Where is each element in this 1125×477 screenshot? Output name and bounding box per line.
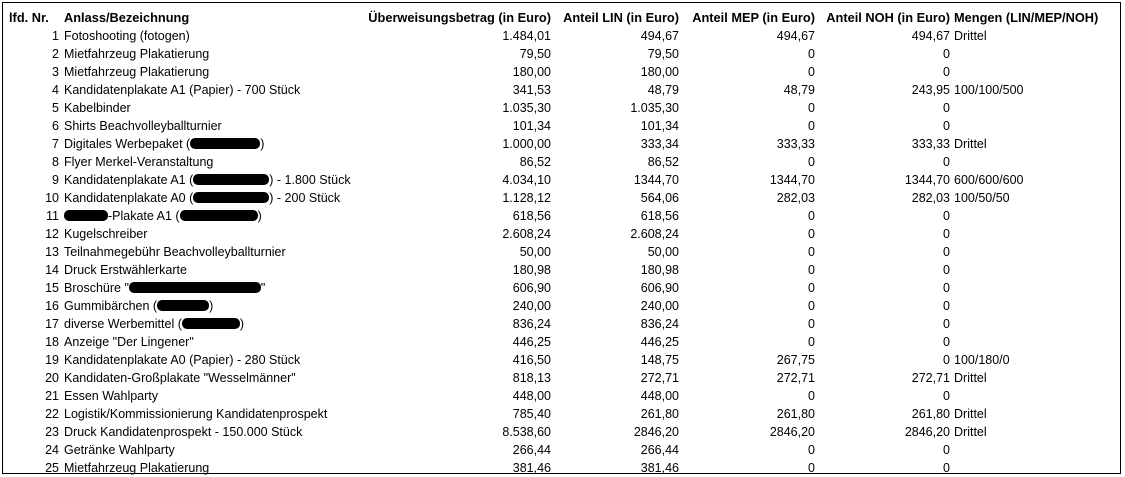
redaction-bar: [64, 210, 108, 221]
row-number: 19: [45, 353, 59, 367]
row-description: [59, 171, 364, 189]
amount-transfer: 785,40: [512, 407, 551, 421]
description-text: Gummibärchen (: [64, 299, 158, 313]
table-row: [9, 27, 1114, 45]
row-description: [59, 153, 364, 171]
row-number: 24: [45, 443, 59, 457]
amount-mep: 0: [808, 101, 815, 115]
amount-lin: 448,00: [640, 389, 679, 403]
amount-noh: 0: [943, 209, 950, 223]
row-description: [59, 387, 364, 405]
amount-transfer: 1.128,12: [502, 191, 551, 205]
row-number: 20: [45, 371, 59, 385]
amount-mep: 0: [808, 209, 815, 223]
row-number: 25: [45, 461, 59, 475]
quantities: [950, 243, 1114, 261]
row-description: [59, 81, 364, 99]
row-description: [59, 315, 364, 333]
amount-noh: 0: [943, 227, 950, 241]
description-text: ) - 1.800 Stück: [269, 173, 351, 187]
amount-noh: 0: [943, 101, 950, 115]
quantities: [950, 63, 1114, 81]
table-row: [9, 297, 1114, 315]
description-text: Mietfahrzeug Plakatierung: [64, 47, 210, 61]
description-text: ": [260, 281, 266, 295]
table-row: [9, 45, 1114, 63]
table-row: [9, 279, 1114, 297]
table-row: [9, 171, 1114, 189]
amount-mep: 0: [808, 299, 815, 313]
amount-lin: 836,24: [640, 317, 679, 331]
amount-noh: 0: [943, 119, 950, 133]
description-text: Fotoshooting (fotogen): [64, 29, 190, 43]
amount-transfer: 381,46: [512, 461, 551, 475]
description-text: Druck Kandidatenprospekt - 150.000 Stück: [64, 425, 303, 439]
description-text: ): [209, 299, 214, 313]
description-text: Shirts Beachvolleyballturnier: [64, 119, 222, 133]
row-number: 22: [45, 407, 59, 421]
row-description: [59, 117, 364, 135]
amount-lin: 618,56: [640, 209, 679, 223]
table-row: [9, 225, 1114, 243]
amount-lin: 606,90: [640, 281, 679, 295]
row-description: [59, 99, 364, 117]
amount-noh: 2846,20: [904, 425, 950, 439]
row-number: 13: [45, 245, 59, 259]
row-description: [59, 333, 364, 351]
table-row: [9, 441, 1114, 459]
amount-transfer: 8.538,60: [502, 425, 551, 439]
row-description: [59, 369, 364, 387]
header-mep: Anteil MEP (in Euro): [692, 10, 815, 25]
quantities: Drittel: [954, 425, 987, 439]
description-text: Kandidatenplakate A0 (Papier) - 280 Stück: [64, 353, 301, 367]
redaction-bar: [180, 210, 258, 221]
row-number: 5: [52, 101, 59, 115]
quantities: [950, 153, 1114, 171]
amount-noh: 272,71: [911, 371, 950, 385]
description-text: Kabelbinder: [64, 101, 131, 115]
amount-mep: 0: [808, 65, 815, 79]
amount-mep: 0: [808, 317, 815, 331]
amount-transfer: 180,98: [512, 263, 551, 277]
table-row: [9, 261, 1114, 279]
amount-lin: 1344,70: [633, 173, 679, 187]
row-number: 6: [52, 119, 59, 133]
amount-lin: 2.608,24: [630, 227, 679, 241]
description-text: ): [257, 209, 262, 223]
amount-transfer: 836,24: [512, 317, 551, 331]
amount-lin: 381,46: [640, 461, 679, 475]
amount-lin: 333,34: [640, 137, 679, 151]
description-text: Getränke Wahlparty: [64, 443, 175, 457]
amount-transfer: 180,00: [512, 65, 551, 79]
table-row: [9, 189, 1114, 207]
amount-lin: 446,25: [640, 335, 679, 349]
header-ueberweisung: Überweisungsbetrag (in Euro): [368, 10, 551, 25]
row-number: 15: [45, 281, 59, 295]
amount-transfer: 606,90: [512, 281, 551, 295]
amount-transfer: 50,00: [519, 245, 551, 259]
amount-mep: 333,33: [776, 137, 815, 151]
amount-transfer: 4.034,10: [502, 173, 551, 187]
quantities: Drittel: [954, 29, 987, 43]
amount-noh: 243,95: [911, 83, 950, 97]
amount-noh: 0: [943, 65, 950, 79]
amount-mep: 0: [808, 281, 815, 295]
row-description: [59, 225, 364, 243]
amount-mep: 0: [808, 47, 815, 61]
amount-mep: 272,71: [776, 371, 815, 385]
description-text: Mietfahrzeug Plakatierung: [64, 461, 210, 475]
table-row: [9, 459, 1114, 477]
row-description: [59, 27, 364, 45]
description-text: Kandidatenplakate A1 (Papier) - 700 Stück: [64, 83, 301, 97]
header-mengen: Mengen (LIN/MEP/NOH): [954, 10, 1099, 25]
quantities: [950, 297, 1114, 315]
amount-transfer: 341,53: [512, 83, 551, 97]
amount-lin: 180,00: [640, 65, 679, 79]
table-row: [9, 135, 1114, 153]
amount-noh: 0: [943, 47, 950, 61]
amount-lin: 2846,20: [633, 425, 679, 439]
amount-mep: 0: [808, 443, 815, 457]
description-text: Digitales Werbepaket (: [64, 137, 191, 151]
row-number: 17: [45, 317, 59, 331]
amount-mep: 0: [808, 155, 815, 169]
table-row: [9, 153, 1114, 171]
amount-transfer: 416,50: [512, 353, 551, 367]
amount-lin: 266,44: [640, 443, 679, 457]
amount-transfer: 1.000,00: [502, 137, 551, 151]
amount-lin: 101,34: [640, 119, 679, 133]
table-row: [9, 369, 1114, 387]
quantities: Drittel: [954, 137, 987, 151]
amount-mep: 282,03: [776, 191, 815, 205]
quantities: Drittel: [954, 371, 987, 385]
table-row: [9, 333, 1114, 351]
amount-mep: 0: [808, 389, 815, 403]
row-description: [59, 297, 364, 315]
amount-noh: 0: [943, 245, 950, 259]
redaction-bar: [157, 300, 209, 311]
amount-noh: 333,33: [911, 137, 950, 151]
amount-noh: 0: [943, 353, 950, 367]
amount-mep: 0: [808, 245, 815, 259]
amount-noh: 0: [943, 335, 950, 349]
redaction-bar: [193, 174, 269, 185]
amount-noh: 0: [943, 299, 950, 313]
row-description: [59, 63, 364, 81]
description-text: Kandidatenplakate A0 (: [64, 191, 194, 205]
description-text: Teilnahmegebühr Beachvolleyballturnier: [64, 245, 286, 259]
amount-mep: 261,80: [776, 407, 815, 421]
row-number: 14: [45, 263, 59, 277]
redaction-bar: [182, 318, 240, 329]
table-row: [9, 315, 1114, 333]
quantities: [950, 99, 1114, 117]
amount-noh: 1344,70: [904, 173, 950, 187]
amount-transfer: 101,34: [512, 119, 551, 133]
description-text: diverse Werbemittel (: [64, 317, 182, 331]
amount-lin: 240,00: [640, 299, 679, 313]
description-text: Broschüre ": [64, 281, 129, 295]
amount-mep: 267,75: [776, 353, 815, 367]
table-row: [9, 351, 1114, 369]
row-description: [59, 261, 364, 279]
amount-lin: 1.035,30: [630, 101, 679, 115]
row-number: 3: [52, 65, 59, 79]
row-number: 21: [45, 389, 59, 403]
quantities: 100/50/50: [954, 191, 1010, 205]
amount-mep: 494,67: [776, 29, 815, 43]
redaction-bar: [193, 192, 269, 203]
row-description: [59, 405, 364, 423]
row-description: [59, 279, 364, 297]
amount-noh: 0: [943, 281, 950, 295]
description-text: Kandidaten-Großplakate "Wesselmänner": [64, 371, 296, 385]
table-row: [9, 405, 1114, 423]
amount-transfer: 618,56: [512, 209, 551, 223]
quantities: 100/180/0: [954, 353, 1010, 367]
table-row: [9, 117, 1114, 135]
row-number: 1: [52, 29, 59, 43]
amount-noh: 0: [943, 263, 950, 277]
table-row: [9, 423, 1114, 441]
amount-mep: 2846,20: [769, 425, 815, 439]
amount-transfer: 818,13: [512, 371, 551, 385]
amount-transfer: 446,25: [512, 335, 551, 349]
amount-transfer: 1.035,30: [502, 101, 551, 115]
amount-noh: 282,03: [911, 191, 950, 205]
description-text: Druck Erstwählerkarte: [64, 263, 187, 277]
row-description: [59, 135, 364, 153]
amount-transfer: 240,00: [512, 299, 551, 313]
amount-lin: 564,06: [640, 191, 679, 205]
amount-noh: 0: [943, 461, 950, 475]
amount-noh: 0: [943, 389, 950, 403]
amount-mep: 0: [808, 335, 815, 349]
row-number: 2: [52, 47, 59, 61]
description-text: Anzeige "Der Lingener": [64, 335, 194, 349]
description-text: ): [239, 317, 245, 331]
quantities: 100/100/500: [954, 83, 1024, 97]
description-text: -Plakate A1 (: [108, 209, 180, 223]
description-text: ) - 200 Stück: [269, 191, 341, 205]
table-row: [9, 243, 1114, 261]
quantities: [950, 117, 1114, 135]
amount-noh: 0: [943, 443, 950, 457]
quantities: [950, 45, 1114, 63]
amount-transfer: 79,50: [519, 47, 551, 61]
header-noh: Anteil NOH (in Euro): [826, 10, 950, 25]
header-lin: Anteil LIN (in Euro): [563, 10, 679, 25]
amount-transfer: 86,52: [519, 155, 551, 169]
table-row: [9, 387, 1114, 405]
amount-mep: 0: [808, 119, 815, 133]
amount-noh: 494,67: [911, 29, 950, 43]
expense-table: [9, 9, 1114, 477]
quantities: [950, 459, 1114, 477]
quantities: [950, 387, 1114, 405]
row-description: [59, 207, 364, 225]
table-row: [9, 99, 1114, 117]
amount-lin: 494,67: [640, 29, 679, 43]
row-number: 4: [52, 83, 59, 97]
row-description: [59, 351, 364, 369]
quantities: [950, 207, 1114, 225]
row-number: 7: [52, 137, 59, 151]
header-row: [9, 9, 1114, 27]
row-number: 9: [52, 173, 59, 187]
description-text: Kandidatenplakate A1 (: [64, 173, 194, 187]
description-text: Essen Wahlparty: [64, 389, 159, 403]
table-row: [9, 63, 1114, 81]
row-number: 23: [45, 425, 59, 439]
amount-lin: 148,75: [640, 353, 679, 367]
description-text: Kugelschreiber: [64, 227, 148, 241]
quantities: [950, 315, 1114, 333]
amount-mep: 0: [808, 461, 815, 475]
amount-lin: 272,71: [640, 371, 679, 385]
amount-noh: 261,80: [911, 407, 950, 421]
quantities: [950, 261, 1114, 279]
table-body: [9, 27, 1114, 477]
description-text: Logistik/Kommissionierung Kandidatenprospekt: [64, 407, 328, 421]
quantities: Drittel: [954, 407, 987, 421]
description-text: ): [260, 137, 265, 151]
amount-noh: 0: [943, 317, 950, 331]
amount-mep: 0: [808, 263, 815, 277]
amount-lin: 86,52: [647, 155, 679, 169]
amount-mep: 48,79: [783, 83, 815, 97]
description-text: Mietfahrzeug Plakatierung: [64, 65, 210, 79]
row-description: [59, 441, 364, 459]
quantities: 600/600/600: [954, 173, 1024, 187]
amount-lin: 50,00: [647, 245, 679, 259]
amount-lin: 180,98: [640, 263, 679, 277]
amount-lin: 48,79: [647, 83, 679, 97]
row-number: 12: [45, 227, 59, 241]
redaction-bar: [129, 282, 261, 293]
amount-transfer: 266,44: [512, 443, 551, 457]
row-number: 11: [46, 209, 59, 223]
header-nr: lfd. Nr.: [9, 10, 49, 25]
table-row: [9, 207, 1114, 225]
redaction-bar: [190, 138, 260, 149]
quantities: [950, 333, 1114, 351]
quantities: [950, 441, 1114, 459]
description-text: Flyer Merkel-Veranstaltung: [64, 155, 214, 169]
amount-lin: 79,50: [647, 47, 679, 61]
row-description: [59, 45, 364, 63]
row-description: [59, 189, 364, 207]
amount-transfer: 2.608,24: [502, 227, 551, 241]
row-number: 10: [45, 191, 59, 205]
row-description: [59, 243, 364, 261]
amount-noh: 0: [943, 155, 950, 169]
spreadsheet-frame: [2, 2, 1121, 474]
header-name: Anlass/Bezeichnung: [64, 10, 190, 25]
amount-mep: 1344,70: [769, 173, 815, 187]
quantities: [950, 279, 1114, 297]
quantities: [950, 225, 1114, 243]
row-number: 18: [45, 335, 59, 349]
row-number: 8: [52, 155, 59, 169]
amount-lin: 261,80: [640, 407, 679, 421]
row-description: [59, 423, 364, 441]
amount-transfer: 448,00: [512, 389, 551, 403]
table-row: [9, 81, 1114, 99]
row-number: 16: [45, 299, 59, 313]
amount-transfer: 1.484,01: [502, 29, 551, 43]
amount-mep: 0: [808, 227, 815, 241]
row-description: [59, 459, 364, 477]
